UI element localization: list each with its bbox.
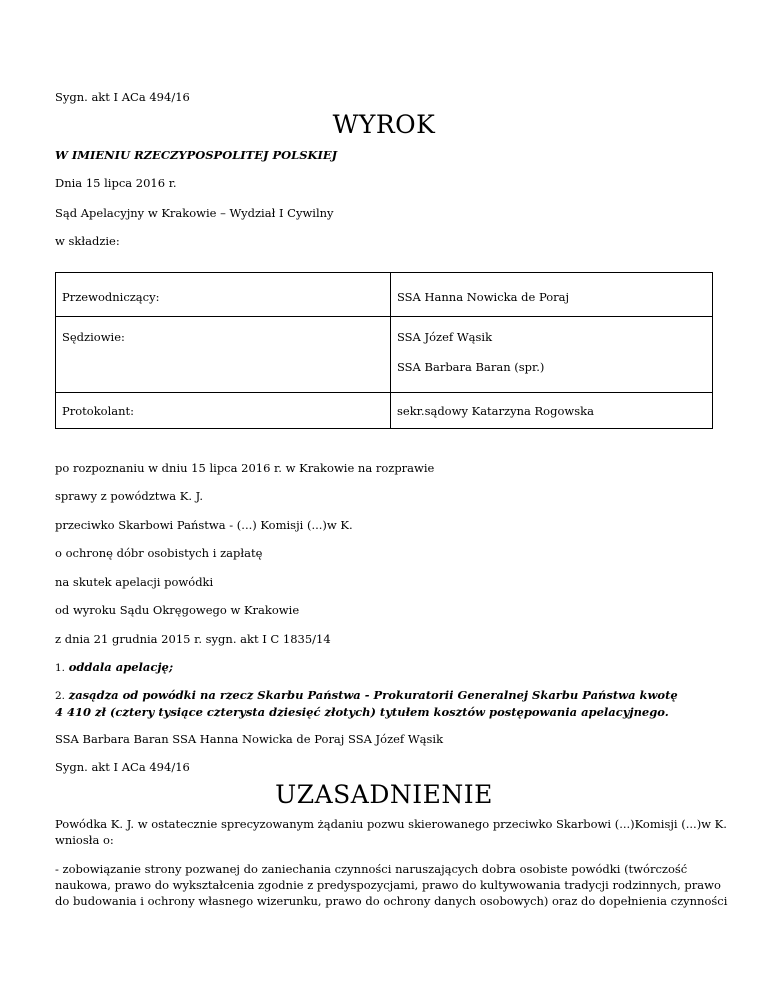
paragraph-line: wniosła o:: [55, 833, 114, 847]
judgment-title: WYROK: [332, 110, 436, 139]
composition-row: [56, 317, 713, 393]
case-number: Sygn. akt I ACa 494/16: [55, 90, 190, 104]
role-label: Przewodniczący:: [62, 290, 160, 304]
role-label: Protokolant:: [62, 404, 135, 418]
names-cell: [391, 273, 713, 317]
role-cell: [56, 393, 391, 429]
judgment-subtitle: W IMIENIU RZECZYPOSPOLITEJ POLSKIEJ: [55, 148, 338, 162]
ruling-item: [55, 659, 173, 676]
composition-table: [55, 272, 713, 429]
proceedings-line: sprawy z powództwa K. J.: [55, 489, 204, 503]
ruling-text: zasądza od powódki na rzecz Skarbu Państwa - Prokuratorii Generalnej Skarbu Państwa kwotę: [68, 688, 678, 702]
names-cell: [391, 393, 713, 429]
judge-name: SSA Barbara Baran (spr.): [397, 360, 545, 374]
role-cell: [56, 317, 391, 393]
justification-case-number: Sygn. akt I ACa 494/16: [55, 760, 190, 774]
judge-name: SSA Józef Wąsik: [397, 330, 493, 344]
justification-title: UZASADNIENIE: [275, 780, 493, 809]
role-cell: [56, 273, 391, 317]
proceedings-line: przeciwko Skarbowi Państwa - (...) Komisji (...)w K.: [55, 518, 353, 532]
judges-signatures: SSA Barbara Baran SSA Hanna Nowicka de Poraj SSA Józef Wąsik: [55, 732, 444, 746]
ruling-number: 2.: [55, 690, 66, 702]
proceedings-line: od wyroku Sądu Okręgowego w Krakowie: [55, 603, 300, 617]
paragraph-line: Powódka K. J. w ostatecznie sprecyzowanym żądaniu pozwu skierowanego przeciwko Skarbowi (...)Komisji (...)w K.: [55, 817, 727, 831]
role-label: Sędziowie:: [62, 330, 125, 344]
clerk-name: sekr.sądowy Katarzyna Rogowska: [397, 404, 594, 418]
proceedings-line: o ochronę dóbr osobistych i zapłatę: [55, 546, 263, 560]
paragraph-line: - zobowiązanie strony pozwanej do zaniechania czynności naruszających dobra osobiste powódki (twórczość: [55, 862, 688, 876]
judgment-date: Dnia 15 lipca 2016 r.: [55, 176, 177, 190]
paragraph-line: naukowa, prawo do wykształcenia zgodnie z predyspozycjami, prawo do kultywowania tradycji rodzinnych, prawo: [55, 878, 721, 892]
proceedings-line: z dnia 21 grudnia 2015 r. sygn. akt I C 1835/14: [55, 632, 331, 646]
justification-paragraph: [55, 816, 727, 848]
names-cell: [391, 317, 713, 393]
ruling-text: oddala apelację;: [68, 660, 174, 674]
justification-paragraph: [55, 861, 728, 909]
ruling-number: 1.: [55, 662, 66, 674]
judge-name: SSA Hanna Nowicka de Poraj: [397, 290, 570, 304]
ruling-text: 4 410 zł (cztery tysiące czterysta dziesięć złotych) tytułem kosztów postępowania apelacyjnego.: [55, 705, 669, 719]
ruling-item: [55, 687, 715, 720]
court-name: Sąd Apelacyjny w Krakowie – Wydział I Cywilny: [55, 206, 334, 220]
composition-row: [56, 273, 713, 317]
composition-label: w składzie:: [55, 234, 120, 248]
proceedings-line: po rozpoznaniu w dniu 15 lipca 2016 r. w Krakowie na rozprawie: [55, 461, 435, 475]
composition-row: [56, 393, 713, 429]
proceedings-line: na skutek apelacji powódki: [55, 575, 214, 589]
paragraph-line: do budowania i ochrony własnego wizerunku, prawo do ochrony danych osobowych) oraz do dopełnienia czynności: [55, 894, 728, 908]
